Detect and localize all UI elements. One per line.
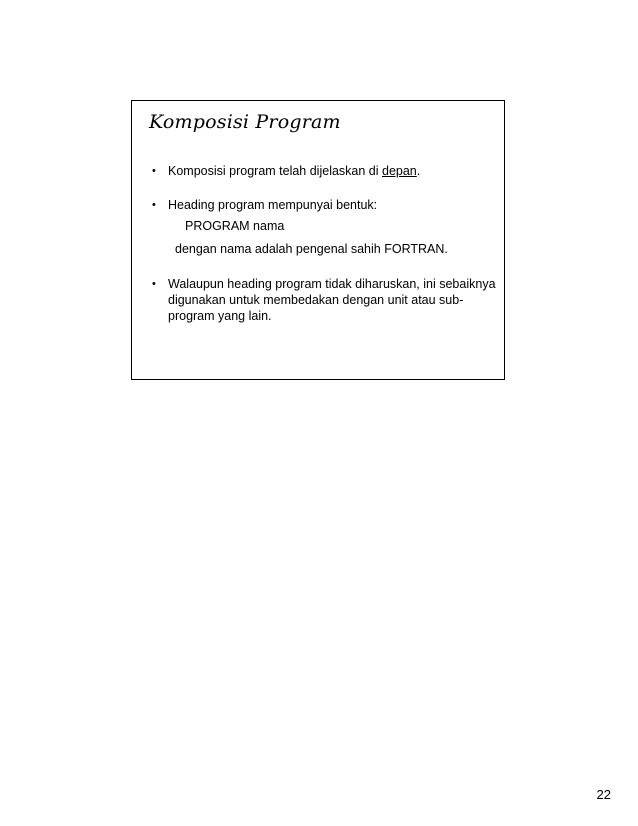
bullet-item-1 — [152, 163, 497, 179]
bullet-marker: • — [152, 278, 156, 290]
bullet-text — [168, 163, 497, 179]
code-line: PROGRAM nama — [185, 219, 285, 233]
bullet-1-end: . — [416, 164, 421, 178]
bullet-3-text: Walaupun heading program tidak diharuskan, ini sebaiknya digunakan untuk membedakan dengan unit atau sub-program yang lain. — [168, 277, 496, 323]
bullet-marker: • — [152, 199, 156, 211]
page-number: 22 — [596, 787, 611, 802]
slide-title: Komposisi Program — [149, 111, 341, 133]
depan-link[interactable]: depan — [382, 164, 417, 178]
explanation-line: dengan nama adalah pengenal sahih FORTRAN. — [175, 242, 448, 256]
bullet-marker: • — [152, 165, 156, 177]
slide-frame — [131, 100, 505, 380]
bullet-2-text: Heading program mempunyai bentuk: — [168, 198, 378, 212]
bullet-item-3 — [152, 276, 497, 324]
bullet-1-text: Komposisi program telah dijelaskan di — [168, 164, 382, 178]
bullet-item-2 — [152, 197, 497, 213]
